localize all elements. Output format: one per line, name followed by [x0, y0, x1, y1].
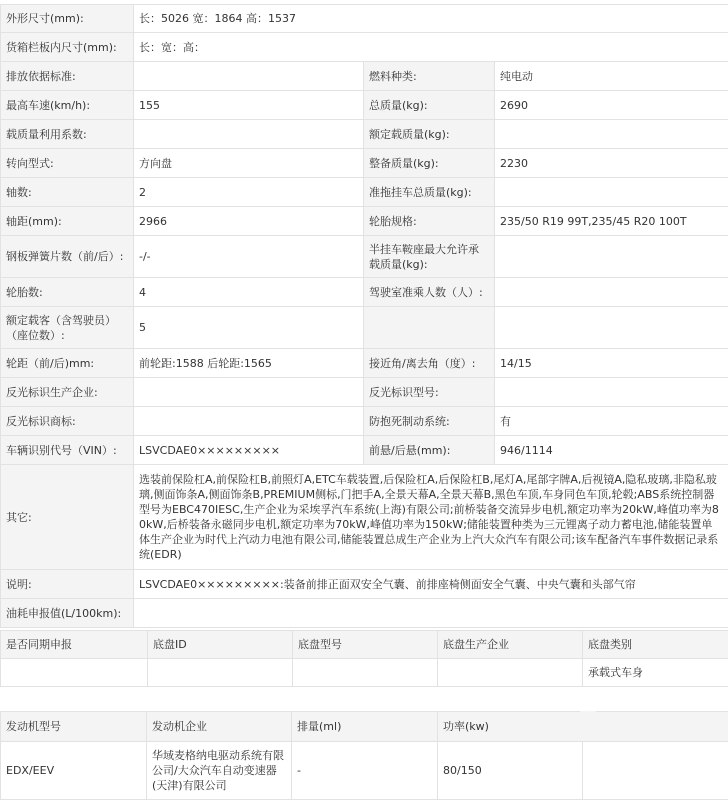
engine-table [0, 711, 728, 800]
spec-row [1, 307, 728, 349]
spec-value [495, 178, 728, 207]
chassis-id-value [148, 659, 293, 687]
spec-value: 前轮距:1588 后轮距:1565 [134, 349, 364, 378]
spec-label: 转向型式: [1, 149, 134, 178]
spec-value: 长：5026 宽：1864 高：1537 [134, 5, 728, 33]
chassis-header-type: 底盘类别 [583, 631, 728, 659]
spec-row [1, 349, 728, 378]
spec-value: 946/1114 [495, 436, 728, 465]
engine-power-value: 80/150 [438, 742, 583, 800]
spec-row [1, 599, 728, 628]
spec-row [1, 436, 728, 465]
chassis-model-value [293, 659, 438, 687]
engine-header-maker: 发动机企业 [147, 712, 292, 742]
spec-label: 反光标识型号: [364, 378, 495, 407]
spec-label: 接近角/离去角（度）: [364, 349, 495, 378]
spec-label: 轴距(mm): [1, 207, 134, 236]
engine-model-value: EDX/EEV [1, 742, 147, 800]
spec-label: 最高车速(km/h): [1, 91, 134, 120]
spec-row [1, 407, 728, 436]
spec-label: 总质量(kg): [364, 91, 495, 120]
spec-row [1, 120, 728, 149]
spec-value [495, 278, 728, 307]
spec-value [134, 378, 364, 407]
spec-row [1, 149, 728, 178]
spec-label: 轮胎规格: [364, 207, 495, 236]
engine-maker-value: 华域麦格纳电驱动系统有限公司/大众汽车自动变速器(天津)有限公司 [147, 742, 292, 800]
spec-value: 155 [134, 91, 364, 120]
spec-label: 轮距（前/后)mm: [1, 349, 134, 378]
spec-value: 14/15 [495, 349, 728, 378]
spec-value: 2 [134, 178, 364, 207]
spec-label: 前悬/后悬(mm): [364, 436, 495, 465]
chassis-header-id: 底盘ID [148, 631, 293, 659]
spec-row [1, 465, 728, 570]
spec-label: 额定载客（含驾驶员）（座位数）: [1, 307, 134, 349]
spec-value [495, 307, 728, 349]
engine-extra-value [583, 742, 728, 800]
spec-row [1, 33, 728, 62]
spec-row [1, 278, 728, 307]
engine-displacement-value: - [292, 742, 438, 800]
spec-value: 长：宽：高： [134, 33, 728, 62]
spec-value: LSVCDAE0××××××××× [134, 436, 364, 465]
spec-label: 货箱栏板内尺寸(mm): [1, 33, 134, 62]
spec-label: 整备质量(kg): [364, 149, 495, 178]
spec-label: 钢板弹簧片数（前/后）: [1, 236, 134, 278]
chassis-header-maker: 底盘生产企业 [438, 631, 583, 659]
spec-label: 外形尺寸(mm): [1, 5, 134, 33]
spec-value [134, 62, 364, 91]
spec-row [1, 5, 728, 33]
spec-label: 排放依据标准: [1, 62, 134, 91]
spec-value: 有 [495, 407, 728, 436]
spec-value [134, 120, 364, 149]
spec-value: 4 [134, 278, 364, 307]
chassis-header-same-period: 是否同期申报 [1, 631, 148, 659]
spec-label: 准拖挂车总质量(kg): [364, 178, 495, 207]
spec-value: 235/50 R19 99T,235/45 R20 100T [495, 207, 728, 236]
spec-value [495, 120, 728, 149]
spec-label: 驾驶室准乘人数（人）: [364, 278, 495, 307]
spec-value: -/- [134, 236, 364, 278]
spec-row [1, 91, 728, 120]
spec-value [134, 407, 364, 436]
spec-label: 半挂车鞍座最大允许承载质量(kg): [364, 236, 495, 278]
spec-value: 选装前保险杠A,前保险杠B,前照灯A,ETC车载装置,后保险杠A,后保险杠B,尾灯A,尾部字牌A,后视镜A,隐私玻璃,非隐私玻璃,侧面饰条A,侧面饰条B,PREMIUM侧标,门把手A,全景天幕A,全景天幕B,黑色车顶,车身同色车顶,轮毂;ABS系统控制器型号为EBC470IESC,生产企业为采埃孚汽车系统(上海)有限公司;前桥装备交流异步电机,额定功率为20kW,峰值功率为80kW,后桥装备永磁同步电机,额定功率为70kW,峰值功率为150kW;储能装置种类为三元锂离子动力蓄电池,储能装置单体生产企业为时代上汽动力电池有限公司,储能装置总成生产企业为上汽大众汽车有限公司;该车配备汽车事件数据记录系统(EDR) [134, 465, 728, 570]
spec-row [1, 62, 728, 91]
engine-header-power: 功率(kw) [438, 712, 583, 742]
spec-row [1, 570, 728, 599]
spec-value: 2230 [495, 149, 728, 178]
spec-label: 防抱死制动系统: [364, 407, 495, 436]
spec-value: 纯电动 [495, 62, 728, 91]
spec-value [495, 378, 728, 407]
spec-label: 轮胎数: [1, 278, 134, 307]
engine-header-model: 发动机型号 [1, 712, 147, 742]
spec-label: 燃料种类: [364, 62, 495, 91]
spec-value: 5 [134, 307, 364, 349]
spec-label: 载质量利用系数: [1, 120, 134, 149]
spec-row [1, 236, 728, 278]
spec-label: 额定载质量(kg): [364, 120, 495, 149]
spec-label: 反光标识商标: [1, 407, 134, 436]
spec-label: 其它: [1, 465, 134, 570]
chassis-header-model: 底盘型号 [293, 631, 438, 659]
header-arrow-icon [580, 711, 608, 741]
spec-row [1, 207, 728, 236]
spec-value: 2690 [495, 91, 728, 120]
spec-value: LSVCDAE0×××××××××:装备前排正面双安全气囊、前排座椅侧面安全气囊、中央气囊和头部气帘 [134, 570, 728, 599]
spec-label: 车辆识别代号（VIN）: [1, 436, 134, 465]
engine-header-displacement: 排量(ml) [292, 712, 438, 742]
chassis-same-period-value [1, 659, 148, 687]
vehicle-spec-table [0, 4, 728, 628]
spec-label: 油耗申报值(L/100km): [1, 599, 134, 628]
spec-value: 方向盘 [134, 149, 364, 178]
spec-row [1, 178, 728, 207]
spec-label: 反光标识生产企业: [1, 378, 134, 407]
spec-label: 轴数: [1, 178, 134, 207]
spec-label: 说明: [1, 570, 134, 599]
spec-value: 2966 [134, 207, 364, 236]
chassis-type-value: 承载式车身 [583, 659, 728, 687]
chassis-table [0, 630, 728, 687]
spec-value [134, 599, 728, 628]
spec-label [364, 307, 495, 349]
chassis-maker-value [438, 659, 583, 687]
spec-value [495, 236, 728, 278]
spec-row [1, 378, 728, 407]
